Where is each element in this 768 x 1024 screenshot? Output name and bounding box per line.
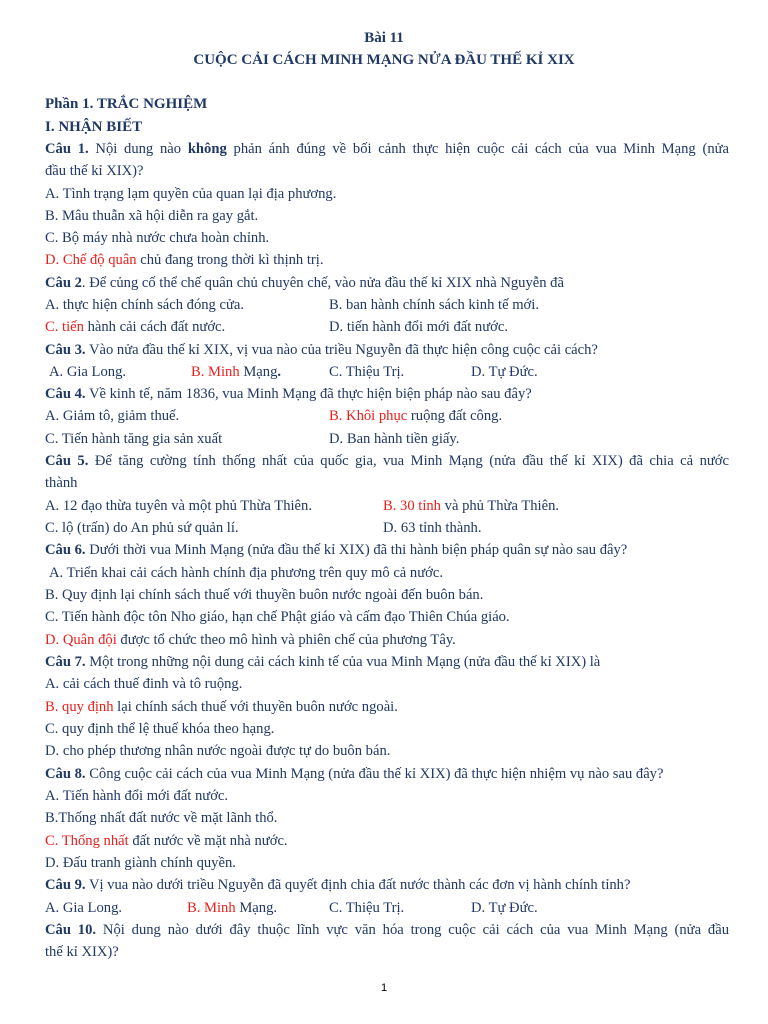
question-1-cont: đầu thế kỉ XIX)? — [45, 163, 144, 179]
question-number: Câu 6. — [45, 542, 86, 558]
option-a: A. 12 đạo thừa tuyên và một phủ Thừa Thiên. — [45, 498, 312, 514]
question-8: Câu 8. Công cuộc cải cách của vua Minh Mạng (nửa đầu thế kỉ XIX) đã thực hiện nhiệm vụ nào sau đây? — [45, 766, 664, 782]
option-a: A. cải cách thuế đinh và tô ruộng. — [45, 676, 243, 692]
option-c-answer: C. Thống nhất đất nước về mặt nhà nước. — [45, 833, 288, 849]
option-c: C. Tiến hành tăng gia sản xuất — [45, 431, 223, 447]
option-c: C. Thiệu Trị. — [329, 364, 405, 380]
option-d-answer: D. Quân đội được tổ chức theo mô hình và phiên chế của phương Tây. — [45, 632, 456, 648]
question-number: Câu 9. — [45, 877, 86, 893]
option-a: A. Gia Long. — [45, 900, 123, 916]
option-d: D. Đấu tranh giành chính quyền. — [45, 855, 236, 871]
question-number: Câu 10. — [45, 922, 97, 938]
option-a: A. thực hiện chính sách đóng cửa. — [45, 297, 244, 313]
option-c: C. quy định thể lệ thuế khóa theo hạng. — [45, 721, 275, 737]
part-heading: Phần 1. TRẮC NGHIỆM — [45, 96, 208, 112]
option-b-answer: B. Khôi phục ruộng đất công. — [329, 408, 503, 424]
question-number: Câu 3. — [45, 342, 86, 358]
question-2: Câu 2. Để củng cố thể chế quân chủ chuyên chế, vào nửa đầu thế kỉ XIX nhà Nguyễn đã — [45, 275, 564, 291]
option-b: B. ban hành chính sách kinh tế mới. — [329, 297, 539, 313]
lesson-title: CUỘC CẢI CÁCH MINH MẠNG NỬA ĐẦU THẾ KỈ XIX — [193, 52, 575, 68]
option-b-answer: B. quy định lại chính sách thuế với thuyền buôn nước ngoài. — [45, 699, 398, 715]
question-number: Câu 5. — [45, 453, 89, 469]
option-a: A. Tiến hành đổi mới đất nước. — [45, 788, 229, 804]
question-5: Câu 5. Để tăng cường tính thống nhất của quốc gia, vua Minh Mạng (nửa đầu thế kỉ XIX) đã chia cả nước — [45, 453, 729, 469]
option-c-answer: C. tiến hành cải cách đất nước. — [45, 319, 226, 335]
option-a: A. Gia Long. — [49, 364, 127, 380]
question-1: Câu 1. Nội dung nào không phản ánh đúng về bối cảnh thực hiện cuộc cải cách của vua Minh Mạng (nửa — [45, 141, 730, 157]
option-b-answer: B. 30 tỉnh và phủ Thừa Thiên. — [383, 498, 560, 514]
option-a: A. Giảm tô, giảm thuế. — [45, 408, 180, 424]
option-b: B. Mâu thuẫn xã hội diễn ra gay gắt. — [45, 208, 259, 224]
question-number: Câu 2 — [45, 275, 82, 291]
question-5-cont: thành — [45, 475, 78, 491]
option-a: A. Tình trạng lạm quyền của quan lại địa phương. — [45, 186, 337, 202]
option-c: C. lộ (trấn) do An phủ sứ quản lí. — [45, 520, 239, 536]
option-c: C. Thiệu Trị. — [329, 900, 405, 916]
option-d: D. Tự Đức. — [471, 364, 538, 380]
option-b: B. Quy định lại chính sách thuế với thuyền buôn nước ngoài đến buôn bán. — [45, 587, 484, 603]
question-number: Câu 4. — [45, 386, 86, 402]
option-d: D. Tự Đức. — [471, 900, 538, 916]
question-7: Câu 7. Một trong những nội dung cải cách kinh tế của vua Minh Mạng (nửa đầu thế kỉ XIX) là — [45, 654, 601, 670]
question-6: Câu 6. Dưới thời vua Minh Mạng (nửa đầu thế kỉ XIX) đã thi hành biện pháp quân sự nào sau đây? — [45, 542, 628, 558]
option-d: D. cho phép thương nhân nước ngoài được tự do buôn bán. — [45, 743, 391, 759]
option-b: B.Thống nhất đất nước về mặt lãnh thổ. — [45, 810, 278, 826]
question-3: Câu 3. Vào nửa đầu thế kỉ XIX, vị vua nào của triều Nguyễn đã thực hiện công cuộc cải cách? — [45, 342, 598, 358]
question-number: Câu 7. — [45, 654, 86, 670]
option-d: D. 63 tỉnh thành. — [383, 520, 482, 536]
page-number: 1 — [380, 982, 388, 994]
option-b-answer: B. Minh Mạng. — [187, 900, 278, 916]
option-d: D. Ban hành tiền giấy. — [329, 431, 460, 447]
option-c: C. Tiến hành độc tôn Nho giáo, hạn chế Phật giáo và cấm đạo Thiên Chúa giáo. — [45, 609, 510, 625]
option-d: D. tiến hành đổi mới đất nước. — [329, 319, 508, 335]
question-9: Câu 9. Vị vua nào dưới triều Nguyễn đã quyết định chia đất nước thành các đơn vị hành chính tỉnh? — [45, 877, 631, 893]
option-a: A. Triển khai cải cách hành chính địa phương trên quy mô cả nước. — [49, 565, 443, 581]
question-10-cont: thế kỉ XIX)? — [45, 944, 119, 960]
question-10: Câu 10. Nội dung nào dưới đây thuộc lĩnh vực văn hóa trong cuộc cải cách của vua Minh Mạng (nửa đầu — [45, 922, 729, 938]
question-number: Câu 1. — [45, 141, 89, 157]
option-d-answer: D. Chế độ quân chủ đang trong thời kì thịnh trị. — [45, 252, 324, 268]
level-heading: I. NHẬN BIẾT — [45, 119, 143, 135]
option-b-answer: B. Minh Mạng. — [191, 364, 282, 380]
question-4: Câu 4. Về kinh tế, năm 1836, vua Minh Mạng đã thực hiện biện pháp nào sau đây? — [45, 386, 532, 402]
option-c: C. Bộ máy nhà nước chưa hoàn chỉnh. — [45, 230, 270, 246]
lesson-number: Bài 11 — [364, 30, 404, 46]
question-number: Câu 8. — [45, 766, 86, 782]
